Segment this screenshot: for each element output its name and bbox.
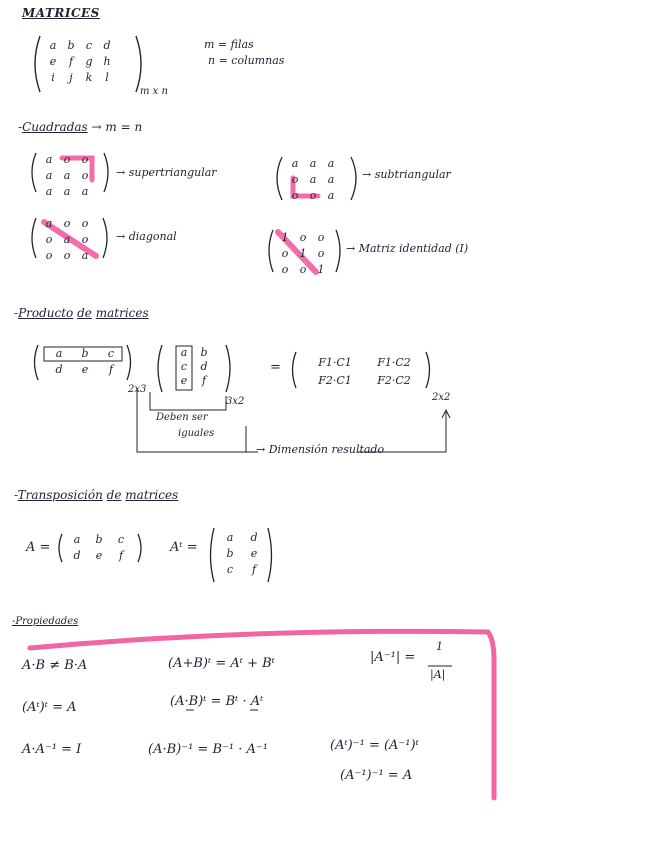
m-cell: o xyxy=(63,249,71,262)
m-cell: d xyxy=(55,363,63,376)
properties-heading: -Propiedades xyxy=(12,616,79,627)
m-cell: a xyxy=(63,233,71,246)
m-cell: a xyxy=(327,157,335,170)
inner-dim-bracket xyxy=(150,392,226,410)
m-cell: a xyxy=(49,39,57,52)
m-cell: c xyxy=(180,360,188,373)
squares-heading xyxy=(18,120,142,134)
m-cell: 1 xyxy=(317,263,325,276)
prop-2: (A+B)ᵗ = Aᵗ + Bᵗ xyxy=(168,656,275,671)
m-cell: f xyxy=(118,549,124,562)
m-cell: o xyxy=(63,153,71,166)
heading-word: matrices xyxy=(95,306,149,320)
m-cell: o xyxy=(317,247,325,260)
intro-dim: m x n xyxy=(140,86,168,97)
m-cell: c xyxy=(107,347,115,360)
intro-left-paren xyxy=(35,36,40,92)
intro-matrix xyxy=(44,38,116,86)
m-cell: b xyxy=(81,347,89,360)
m-cell: o xyxy=(309,189,317,202)
m-cell: a xyxy=(309,157,317,170)
m-cell: o xyxy=(317,231,325,244)
m-cell: o xyxy=(281,263,289,276)
lower-label: → subtriangular xyxy=(362,168,451,181)
prop-1: A·B ≠ B·A xyxy=(22,658,88,673)
transpose-a xyxy=(66,532,132,564)
m-cell: a xyxy=(81,185,89,198)
product-m1 xyxy=(46,346,124,378)
m-cell: o xyxy=(45,249,53,262)
heading-word: matrices xyxy=(125,488,179,502)
m-cell: o xyxy=(81,233,89,246)
m-cell: l xyxy=(105,71,109,84)
m-cell: i xyxy=(51,71,55,84)
m-cell: g xyxy=(85,55,93,68)
heading-word: Cuadradas xyxy=(22,120,88,134)
product-result xyxy=(304,354,422,390)
m-cell: d xyxy=(73,549,81,562)
m-cell: o xyxy=(81,169,89,182)
prop-6: A·A⁻¹ = I xyxy=(22,742,82,757)
product-m2 xyxy=(176,346,216,388)
m-cell: c xyxy=(117,533,125,546)
def-rows: m = filas xyxy=(204,38,254,51)
m-cell: e xyxy=(180,374,188,387)
heading-word: Transposición xyxy=(17,488,103,502)
m-cell: o xyxy=(81,217,89,230)
m-cell: a xyxy=(55,347,63,360)
identity-label: → Matriz identidad (I) xyxy=(346,242,469,255)
m-cell: a xyxy=(327,173,335,186)
m-cell: a xyxy=(63,169,71,182)
diagonal-label: → diagonal xyxy=(116,230,177,243)
m-cell: b xyxy=(226,547,234,560)
m-cell: a xyxy=(45,217,53,230)
m-cell: a xyxy=(291,157,299,170)
product-heading xyxy=(14,306,149,320)
m-cell: o xyxy=(299,231,307,244)
m-cell: a xyxy=(180,346,188,359)
m-cell: a xyxy=(45,153,53,166)
a-label: A = xyxy=(26,540,51,555)
prop-3-den: |A| xyxy=(430,668,446,681)
result-dim: 2x2 xyxy=(432,392,451,403)
m-cell: e xyxy=(49,55,57,68)
m-cell: f xyxy=(201,374,207,387)
m-cell: c xyxy=(85,39,93,52)
m-cell: f xyxy=(68,55,74,68)
m-cell: a xyxy=(226,531,234,544)
m2-dim: 3x2 xyxy=(226,396,245,407)
m-cell: h xyxy=(103,55,111,68)
m-cell: o xyxy=(299,263,307,276)
m1-dim: 2x3 xyxy=(128,384,147,395)
heading-word: de xyxy=(77,306,92,320)
m-cell: o xyxy=(281,247,289,260)
identity-matrix xyxy=(276,230,330,278)
transpose-at xyxy=(218,530,266,578)
m-cell: c xyxy=(226,563,234,576)
m-cell: e xyxy=(250,547,258,560)
m-cell: o xyxy=(45,233,53,246)
prop-3-left: |A⁻¹| = xyxy=(370,650,416,665)
m-cell: d xyxy=(200,360,208,373)
must-be-text: Deben ser xyxy=(156,412,208,423)
m-cell: o xyxy=(63,217,71,230)
m-cell: o xyxy=(291,173,299,186)
prop-5: (A·B)ᵗ = Bᵗ · Aᵗ xyxy=(170,694,264,709)
heading-word: de xyxy=(106,488,122,502)
m-cell: a xyxy=(45,185,53,198)
m-cell: e xyxy=(81,363,89,376)
m-cell: f xyxy=(251,563,257,576)
m-cell: a xyxy=(327,189,335,202)
heading-rest: → m = n xyxy=(91,120,143,134)
prop-4: (Aᵗ)ᵗ = A xyxy=(22,700,77,715)
dash: - xyxy=(14,488,18,502)
m-cell: e xyxy=(95,549,103,562)
equal-text: iguales xyxy=(178,428,215,439)
upper-label: → supertriangular xyxy=(116,166,217,179)
m-cell: d xyxy=(103,39,111,52)
at-label: Aᵗ = xyxy=(170,540,198,555)
product-equals: = xyxy=(270,360,281,375)
intro-right-paren xyxy=(136,36,141,92)
m-cell: o xyxy=(291,189,299,202)
m-cell: k xyxy=(85,71,93,84)
dash: - xyxy=(18,120,23,134)
m-cell: 1 xyxy=(299,247,307,260)
dash: - xyxy=(14,306,19,320)
m-cell: a xyxy=(45,169,53,182)
m-cell: b xyxy=(200,346,208,359)
m-cell: F2·C2 xyxy=(377,374,411,387)
page-title: MATRICES xyxy=(22,6,100,20)
m-cell: f xyxy=(108,363,114,376)
m-cell: o xyxy=(81,153,89,166)
m-cell: d xyxy=(250,531,258,544)
diagonal-matrix xyxy=(40,216,94,264)
m-cell: F1·C1 xyxy=(318,356,352,369)
m-cell: F1·C2 xyxy=(377,356,411,369)
dim-result-text: → Dimensión resultado xyxy=(256,443,385,456)
prop-7: (A·B)⁻¹ = B⁻¹ · A⁻¹ xyxy=(148,742,268,757)
m-cell: j xyxy=(69,71,73,84)
m-cell: b xyxy=(67,39,75,52)
lower-matrix xyxy=(286,156,340,204)
m-cell: a xyxy=(63,185,71,198)
m-cell: a xyxy=(309,173,317,186)
m-cell: F2·C1 xyxy=(318,374,352,387)
def-cols: n = columnas xyxy=(208,54,285,67)
prop-3-num: 1 xyxy=(436,640,443,653)
upper-matrix xyxy=(40,152,94,200)
prop-9: (A⁻¹)⁻¹ = A xyxy=(340,768,413,783)
m-cell: 1 xyxy=(281,231,289,244)
prop-8: (Aᵗ)⁻¹ = (A⁻¹)ᵗ xyxy=(330,738,419,753)
heading-word: Producto xyxy=(18,306,74,320)
transpose-heading xyxy=(14,488,178,502)
m-cell: b xyxy=(95,533,103,546)
m-cell: a xyxy=(73,533,81,546)
m-cell: a xyxy=(81,249,89,262)
